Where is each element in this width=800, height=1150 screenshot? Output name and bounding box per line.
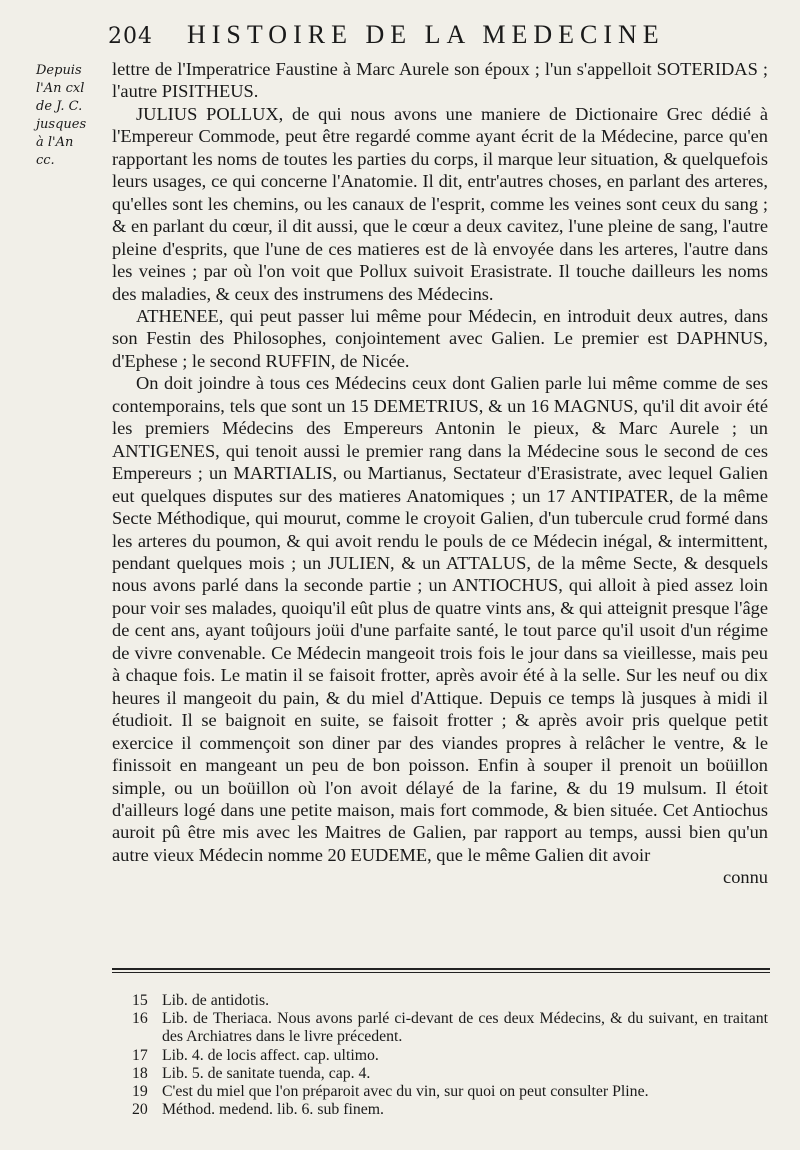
footnote-divider: [112, 968, 770, 970]
margin-note: [36, 62, 108, 170]
footnote-text: Lib. 5. de sanitate tuenda, cap. 4.: [162, 1064, 371, 1082]
catchword: connu: [723, 867, 768, 888]
footnote: [112, 992, 768, 1010]
paragraph: lettre de l'Imperatrice Faustine à Marc Aurele son époux ; l'un s'appelloit SOTERIDAS ; l'autre PISITHEUS.: [112, 59, 768, 102]
margin-note-line: l'An cxl: [36, 81, 85, 96]
footnote-number: 19: [132, 1083, 148, 1101]
footnotes: [112, 992, 768, 1119]
footnote-number: 16: [132, 1010, 148, 1028]
paragraph: JULIUS POLLUX, de qui nous avons une maniere de Dictionaire Grec dédié à l'Empereur Commode, peut être regardé comme ayant écrit de la Médecine, parce qu'en rapportant les noms de toutes les parties du corps, il marque leur situation, & quelquefois leurs usages, ce qui concerne l'Anatomie. Il dit, entr'autres choses, en parlant des arteres, qu'elles sont les chemins, ou les canaux de l'esprit, comme les veines sont ceux du sang ; & en parlant du cœur, il dit aussi, que le cœur a deux cavitez, l'une pleine de sang, l'autre pleine d'esprits, que l'une de ces matieres est de là envoyée dans les arteres, l'autre dans les veines ; par où l'on voit que Pollux suivoit Erasistrate. Il touche dailleurs les noms des maladies, & ceux des instrumens des Médecins.: [112, 103, 768, 304]
margin-note-line: à l'An: [36, 135, 74, 150]
footnote: [112, 1047, 768, 1065]
footnote: [112, 1083, 768, 1101]
paragraph: ATHENEE, qui peut passer lui même pour Médecin, en introduit deux autres, dans son Festin des Philosophes, conjointement avec Galien. Le premier est DAPHNUS, d'Ephese ; le second RUFFIN, de Nicée.: [112, 305, 768, 371]
footnote: [112, 1010, 768, 1046]
footnote-number: 20: [132, 1101, 148, 1119]
footnote-text: Lib. de antidotis.: [162, 992, 270, 1009]
margin-note-line: jusques: [36, 117, 87, 132]
page-number: 204: [108, 24, 153, 49]
footnote-number: 18: [132, 1064, 148, 1082]
footnote-text: Lib. de Theriaca. Nous avons parlé ci-devant de ces deux Médecins, & du suivant, en traitant des Archiatres dans le livre précedent.: [162, 1010, 768, 1046]
footnote-number: 17: [132, 1046, 148, 1064]
margin-note-line: de J. C.: [36, 99, 83, 114]
footnote-divider-thin: [112, 972, 770, 973]
footnote: [112, 1065, 768, 1083]
margin-note-line: Depuis: [36, 63, 82, 78]
footnote-text: Lib. 4. de locis affect. cap. ultimo.: [162, 1046, 379, 1064]
footnote: [112, 1101, 768, 1119]
main-text: [112, 58, 768, 889]
page-header: [108, 20, 760, 54]
footnote-number: 15: [132, 992, 148, 1009]
footnote-text: Méthod. medend. lib. 6. sub finem.: [162, 1101, 385, 1119]
footnote-text: C'est du miel que l'on préparoit avec du vin, sur quoi on peut consulter Pline.: [162, 1083, 649, 1101]
paragraph: On doit joindre à tous ces Médecins ceux dont Galien parle lui même comme de ses contemporains, tels que sont un 15 DEMETRIUS, & un 16 MAGNUS, qu'il dit avoir été les premiers Médecins des Empereurs Antonin le pieux, & Marc Aurele ; un ANTIGENES, qui tenoit aussi le premier rang dans la Médecine sous le second de ces Empereurs ; un MARTIALIS, ou Martianus, Sectateur d'Erasistrate, avec lequel Galien eut quelques disputes sur des matieres Anatomiques ; un 17 ANTIPATER, de la même Secte Méthodique, qui mourut, comme le croyoit Galien, d'un tubercule crud formé dans les arteres du poumon, & qui avoit rendu le pouls de ce Médecin inégal, & intermittent, pendant quelques mois ; un JULIEN, & un ATTALUS, de la même Secte, & desquels nous avons parlé dans la seconde partie ; un ANTIOCHUS, qui alloit à pied assez loin pour voir ses malades, quoiqu'il eût plus de quatre vints ans, & qui atteignit presque l'âge de cent ans, ayant toûjours joüi d'une parfaite santé, le tout parce qu'il usoit d'un régime de vivre convenable. Ce Médecin mangeoit trois fois le jour dans sa vieillesse, mais peu à chaque fois. Le matin il se faisoit frotter, après avoir été à la selle. Sur les neuf ou dix heures il mangeoit du pain, & du miel d'Attique. Depuis ce temps là jusques à midi il étudioit. Il se baignoit en suite, se faisoit frotter ; & après avoir pris quelque petit exercice il commençoit son diner par des viandes propres à relâcher le ventre, & le finissoit en mangeant un peu de bon poisson. Enfin à souper il prenoit un boüillon simple, ou un boüillon où l'on avoit délayé de la farine, & du 19 mulsum. Il étoit d'ailleurs logé dans une petite maison, mais fort commode, & bien située. Cet Antiochus auroit pû être mis avec les Maitres de Galien, par rapport au temps, aussi bien qu'un autre vieux Médecin nomme 20 EUDEME, que le même Galien dit avoir: [112, 373, 768, 865]
running-title: HISTOIRE DE LA MEDECINE: [187, 20, 665, 49]
margin-note-line: cc.: [36, 153, 55, 168]
